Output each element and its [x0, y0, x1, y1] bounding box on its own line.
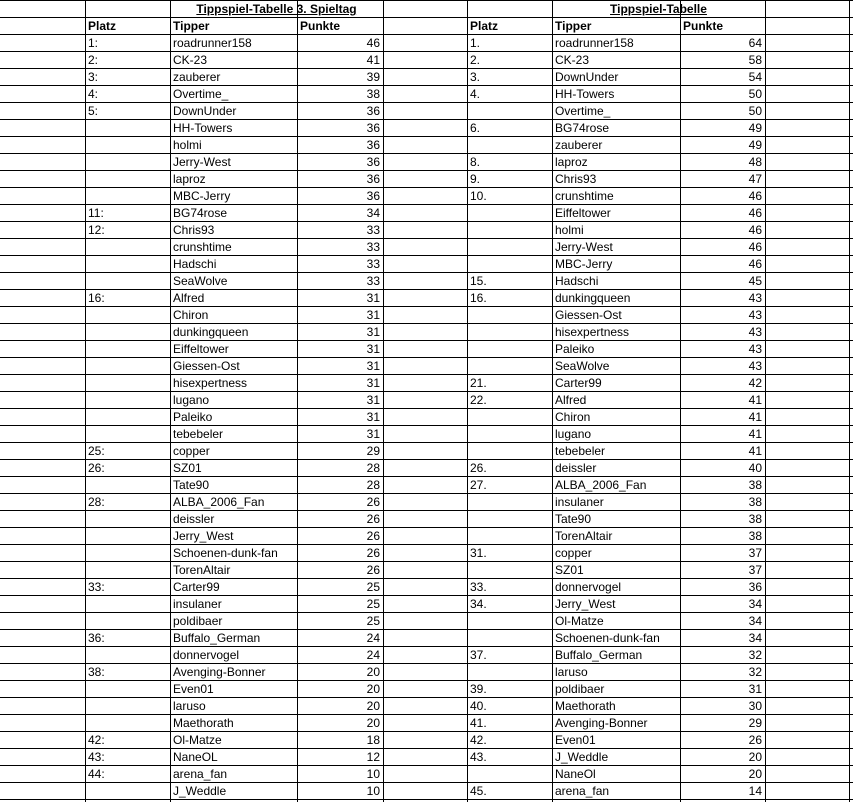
left-cell-tipper[interactable]: DownUnder [173, 104, 237, 118]
right-cell-tipper[interactable]: TorenAltair [555, 529, 613, 543]
right-cell-punkte[interactable]: 45 [748, 274, 762, 288]
right-cell-platz[interactable] [470, 664, 551, 681]
right-cell-platz[interactable]: 45. [470, 784, 487, 798]
left-cell-platz[interactable] [88, 256, 169, 273]
left-cell-platz[interactable]: 28: [88, 495, 105, 509]
left-header-tipper[interactable]: Tipper [173, 19, 210, 33]
left-cell-platz[interactable]: 11: [88, 206, 104, 220]
right-cell-tipper[interactable]: Schoenen-dunk-fan [555, 631, 660, 645]
left-cell-tipper[interactable]: copper [173, 444, 210, 458]
column-gridline [85, 0, 86, 802]
right-cell-tipper[interactable]: Chiron [555, 410, 591, 424]
right-cell-platz[interactable] [470, 307, 551, 324]
right-cell-punkte[interactable]: 46 [748, 240, 762, 254]
right-cell-platz[interactable] [470, 239, 551, 256]
left-cell-tipper[interactable]: Jerry_West [173, 529, 234, 543]
left-cell-platz[interactable]: 16: [88, 291, 105, 305]
left-cell-punkte[interactable]: 36 [366, 104, 380, 118]
right-cell-platz[interactable] [470, 358, 551, 375]
left-cell-platz[interactable] [88, 783, 169, 800]
left-cell-tipper[interactable]: BG74rose [173, 206, 228, 220]
left-cell-punkte[interactable]: 24 [366, 648, 380, 662]
right-header-tipper[interactable]: Tipper [555, 19, 592, 33]
right-cell-platz[interactable] [470, 256, 551, 273]
left-cell-punkte[interactable]: 33 [366, 257, 380, 271]
left-cell-punkte[interactable]: 36 [366, 138, 380, 152]
right-cell-punkte[interactable]: 36 [748, 580, 762, 594]
left-cell-tipper[interactable]: Overtime_ [173, 87, 229, 101]
left-cell-platz[interactable] [88, 358, 169, 375]
right-cell-tipper[interactable]: Giessen-Ost [555, 308, 622, 322]
left-cell-tipper[interactable]: crunshtime [173, 240, 232, 254]
right-cell-platz[interactable] [470, 409, 551, 426]
left-cell-tipper[interactable]: Chris93 [173, 223, 215, 237]
right-cell-punkte[interactable]: 46 [748, 189, 762, 203]
left-cell-platz[interactable] [88, 392, 169, 409]
left-cell-platz[interactable] [88, 681, 169, 698]
right-cell-tipper[interactable]: arena_fan [555, 784, 610, 798]
right-cell-platz[interactable] [470, 443, 551, 460]
right-cell-punkte[interactable]: 32 [748, 665, 762, 679]
left-cell-tipper[interactable]: donnervogel [173, 648, 240, 662]
right-cell-punkte[interactable]: 32 [748, 648, 762, 662]
left-cell-punkte[interactable]: 18 [366, 733, 380, 747]
right-cell-platz[interactable] [470, 137, 551, 154]
right-cell-tipper[interactable]: dunkingqueen [555, 291, 631, 305]
right-cell-tipper[interactable]: zauberer [555, 138, 603, 152]
right-cell-tipper[interactable]: Overtime_ [555, 104, 611, 118]
right-cell-tipper[interactable]: lugano [555, 427, 592, 441]
left-cell-tipper[interactable]: Even01 [173, 682, 214, 696]
right-cell-punkte[interactable]: 41 [748, 427, 762, 441]
left-cell-punkte[interactable]: 28 [366, 461, 380, 475]
left-cell-platz[interactable] [88, 528, 169, 545]
left-table-title[interactable]: Tippspiel-Tabelle 3. Spieltag [196, 2, 357, 16]
right-cell-punkte[interactable]: 26 [748, 733, 762, 747]
right-cell-platz[interactable]: 15. [470, 274, 487, 288]
right-cell-punkte[interactable]: 43 [748, 291, 762, 305]
right-cell-platz[interactable]: 37. [470, 648, 487, 662]
right-cell-punkte[interactable]: 43 [748, 308, 762, 322]
left-cell-tipper[interactable]: laruso [173, 699, 206, 713]
left-cell-platz[interactable]: 33: [88, 580, 105, 594]
left-cell-tipper[interactable]: Carter99 [173, 580, 220, 594]
left-cell-platz[interactable] [88, 477, 169, 494]
right-cell-platz[interactable]: 40. [470, 699, 487, 713]
right-cell-punkte[interactable]: 38 [748, 478, 762, 492]
right-cell-tipper[interactable]: Chris93 [555, 172, 597, 186]
column-gridline [467, 0, 468, 802]
right-cell-platz[interactable]: 21. [470, 376, 487, 390]
right-cell-punkte[interactable]: 42 [748, 376, 762, 390]
right-cell-tipper[interactable]: tebebeler [555, 444, 606, 458]
right-cell-punkte[interactable]: 30 [748, 699, 762, 713]
left-cell-tipper[interactable]: SZ01 [173, 461, 202, 475]
right-cell-tipper[interactable]: Carter99 [555, 376, 602, 390]
left-cell-platz[interactable] [88, 698, 169, 715]
right-cell-punkte[interactable]: 31 [748, 682, 762, 696]
left-cell-punkte[interactable]: 38 [366, 87, 380, 101]
right-cell-platz[interactable] [470, 613, 551, 630]
left-cell-platz[interactable]: 12: [88, 223, 105, 237]
left-cell-punkte[interactable]: 20 [366, 682, 380, 696]
left-cell-tipper[interactable]: Maethorath [173, 716, 234, 730]
left-cell-punkte[interactable]: 36 [366, 189, 380, 203]
right-cell-tipper[interactable]: laproz [555, 155, 588, 169]
right-cell-platz[interactable] [470, 630, 551, 647]
left-header-punkte[interactable]: Punkte [300, 19, 341, 33]
right-cell-punkte[interactable]: 54 [748, 70, 762, 84]
left-cell-platz[interactable]: 1: [88, 36, 99, 50]
right-cell-tipper[interactable]: crunshtime [555, 189, 614, 203]
right-cell-platz[interactable] [470, 494, 551, 511]
right-cell-tipper[interactable]: BG74rose [555, 121, 610, 135]
left-cell-tipper[interactable]: Eiffeltower [173, 342, 229, 356]
left-cell-tipper[interactable]: J_Weddle [173, 784, 227, 798]
left-cell-platz[interactable]: 44: [88, 767, 105, 781]
left-cell-platz[interactable]: 43: [88, 750, 105, 764]
right-cell-punkte[interactable]: 47 [748, 172, 762, 186]
left-cell-tipper[interactable]: Paleiko [173, 410, 213, 424]
right-cell-punkte[interactable]: 34 [748, 597, 762, 611]
left-cell-tipper[interactable]: zauberer [173, 70, 221, 84]
left-cell-tipper[interactable]: insulaner [173, 597, 222, 611]
right-cell-platz[interactable]: 6. [470, 121, 481, 135]
right-cell-tipper[interactable]: insulaner [555, 495, 604, 509]
left-cell-punkte[interactable]: 36 [366, 172, 380, 186]
right-cell-platz[interactable] [470, 205, 551, 222]
right-cell-punkte[interactable]: 34 [748, 631, 762, 645]
column-gridline [170, 0, 171, 802]
right-cell-platz[interactable]: 3. [470, 70, 481, 84]
left-cell-punkte[interactable]: 31 [366, 342, 380, 356]
left-cell-platz[interactable] [88, 545, 169, 562]
left-cell-tipper[interactable]: ALBA_2006_Fan [173, 495, 265, 509]
right-cell-punkte[interactable]: 41 [748, 444, 762, 458]
left-cell-tipper[interactable]: dunkingqueen [173, 325, 249, 339]
right-cell-punkte[interactable]: 41 [748, 410, 762, 424]
left-cell-tipper[interactable]: TorenAltair [173, 563, 231, 577]
left-cell-punkte[interactable]: 31 [366, 359, 380, 373]
left-cell-tipper[interactable]: SeaWolve [173, 274, 228, 288]
right-cell-tipper[interactable]: donnervogel [555, 580, 622, 594]
left-cell-tipper[interactable]: CK-23 [173, 53, 208, 67]
left-cell-punkte[interactable]: 26 [366, 512, 380, 526]
right-cell-tipper[interactable]: SeaWolve [555, 359, 610, 373]
left-cell-platz[interactable] [88, 171, 169, 188]
right-cell-punkte[interactable]: 37 [748, 563, 762, 577]
right-cell-tipper[interactable]: Eiffeltower [555, 206, 611, 220]
right-cell-tipper[interactable]: Tate90 [555, 512, 592, 526]
right-cell-platz[interactable]: 26. [470, 461, 487, 475]
right-cell-platz[interactable]: 4. [470, 87, 481, 101]
left-cell-punkte[interactable]: 10 [366, 767, 380, 781]
right-cell-punkte[interactable]: 20 [748, 750, 762, 764]
right-cell-punkte[interactable]: 50 [748, 87, 762, 101]
left-cell-platz[interactable]: 3: [88, 70, 99, 84]
left-cell-tipper[interactable]: hisexpertness [173, 376, 248, 390]
right-cell-platz[interactable]: 9. [470, 172, 481, 186]
right-cell-tipper[interactable]: Even01 [555, 733, 596, 747]
left-cell-tipper[interactable]: NaneOL [173, 750, 218, 764]
left-cell-punkte[interactable]: 20 [366, 716, 380, 730]
left-cell-tipper[interactable]: deissler [173, 512, 215, 526]
right-cell-punkte[interactable]: 43 [748, 325, 762, 339]
right-cell-punkte[interactable]: 43 [748, 342, 762, 356]
left-cell-punkte[interactable]: 31 [366, 393, 380, 407]
right-cell-tipper[interactable]: Maethorath [555, 699, 616, 713]
right-cell-punkte[interactable]: 43 [748, 359, 762, 373]
left-cell-platz[interactable] [88, 273, 169, 290]
left-cell-tipper[interactable]: Giessen-Ost [173, 359, 240, 373]
right-cell-punkte[interactable]: 38 [748, 495, 762, 509]
right-cell-platz[interactable] [470, 324, 551, 341]
right-cell-platz[interactable]: 31. [470, 546, 487, 560]
left-cell-tipper[interactable]: MBC-Jerry [173, 189, 231, 203]
right-cell-tipper[interactable]: Jerry-West [555, 240, 613, 254]
left-cell-punkte[interactable]: 41 [366, 53, 380, 67]
left-cell-punkte[interactable]: 25 [366, 614, 380, 628]
left-cell-tipper[interactable]: Jerry-West [173, 155, 231, 169]
left-cell-platz[interactable] [88, 341, 169, 358]
right-cell-tipper[interactable]: Alfred [555, 393, 587, 407]
left-cell-platz[interactable] [88, 137, 169, 154]
left-cell-punkte[interactable]: 31 [366, 291, 380, 305]
right-cell-punkte[interactable]: 46 [748, 206, 762, 220]
right-cell-tipper[interactable]: Ol-Matze [555, 614, 604, 628]
right-cell-punkte[interactable]: 58 [748, 53, 762, 67]
right-cell-tipper[interactable]: MBC-Jerry [555, 257, 613, 271]
left-cell-punkte[interactable]: 31 [366, 308, 380, 322]
right-cell-punkte[interactable]: 50 [748, 104, 762, 118]
left-cell-platz[interactable] [88, 307, 169, 324]
left-cell-punkte[interactable]: 34 [366, 206, 380, 220]
right-cell-platz[interactable]: 1. [470, 36, 481, 50]
right-cell-platz[interactable]: 27. [470, 478, 487, 492]
left-cell-tipper[interactable]: Hadschi [173, 257, 217, 271]
left-cell-platz[interactable] [88, 511, 169, 528]
left-cell-platz[interactable] [88, 324, 169, 341]
left-cell-platz[interactable]: 5: [88, 104, 99, 118]
left-cell-punkte[interactable]: 31 [366, 410, 380, 424]
left-cell-punkte[interactable]: 39 [366, 70, 380, 84]
left-cell-platz[interactable] [88, 188, 169, 205]
right-cell-platz[interactable] [470, 222, 551, 239]
left-cell-platz[interactable] [88, 375, 169, 392]
left-cell-tipper[interactable]: holmi [173, 138, 202, 152]
left-cell-platz[interactable] [88, 120, 169, 137]
right-cell-tipper[interactable]: deissler [555, 461, 597, 475]
column-gridline [765, 0, 766, 802]
left-cell-tipper[interactable]: Ol-Matze [173, 733, 222, 747]
right-cell-punkte[interactable]: 49 [748, 121, 762, 135]
right-cell-punkte[interactable]: 46 [748, 223, 762, 237]
left-cell-tipper[interactable]: Chiron [173, 308, 209, 322]
left-cell-tipper[interactable]: Tate90 [173, 478, 210, 492]
left-cell-punkte[interactable]: 46 [366, 36, 380, 50]
left-cell-punkte[interactable]: 25 [366, 597, 380, 611]
right-cell-platz[interactable]: 43. [470, 750, 487, 764]
left-cell-tipper[interactable]: roadrunner158 [173, 36, 252, 50]
right-cell-tipper[interactable]: poldibaer [555, 682, 605, 696]
left-cell-platz[interactable]: 38: [88, 665, 105, 679]
left-cell-platz[interactable] [88, 239, 169, 256]
right-cell-platz[interactable] [470, 562, 551, 579]
right-cell-tipper[interactable]: Buffalo_German [555, 648, 643, 662]
right-cell-platz[interactable]: 8. [470, 155, 481, 169]
column-gridline [383, 0, 384, 802]
right-cell-tipper[interactable]: HH-Towers [555, 87, 615, 101]
right-cell-punkte[interactable]: 38 [748, 529, 762, 543]
right-cell-platz[interactable]: 22. [470, 393, 487, 407]
left-cell-platz[interactable] [88, 613, 169, 630]
left-cell-punkte[interactable]: 20 [366, 665, 380, 679]
right-cell-punkte[interactable]: 14 [748, 784, 762, 798]
right-cell-tipper[interactable]: Jerry_West [555, 597, 616, 611]
right-cell-punkte[interactable]: 48 [748, 155, 762, 169]
left-cell-platz[interactable]: 25: [88, 444, 105, 458]
right-cell-punkte[interactable]: 40 [748, 461, 762, 475]
left-cell-punkte[interactable]: 31 [366, 427, 380, 441]
right-cell-platz[interactable] [470, 511, 551, 528]
left-cell-punkte[interactable]: 24 [366, 631, 380, 645]
column-gridline [552, 0, 553, 802]
left-cell-punkte[interactable]: 29 [366, 444, 380, 458]
right-cell-tipper[interactable]: laruso [555, 665, 588, 679]
left-cell-punkte[interactable]: 20 [366, 699, 380, 713]
left-cell-platz[interactable] [88, 409, 169, 426]
left-cell-punkte[interactable]: 10 [366, 784, 380, 798]
right-cell-punkte[interactable]: 41 [748, 393, 762, 407]
right-cell-platz[interactable]: 16. [470, 291, 487, 305]
left-cell-punkte[interactable]: 26 [366, 529, 380, 543]
right-cell-tipper[interactable]: SZ01 [555, 563, 584, 577]
left-cell-platz[interactable]: 36: [88, 631, 105, 645]
left-cell-tipper[interactable]: Buffalo_German [173, 631, 261, 645]
left-cell-platz[interactable]: 42: [88, 733, 105, 747]
left-cell-tipper[interactable]: lugano [173, 393, 210, 407]
column-gridline [849, 0, 850, 802]
left-cell-tipper[interactable]: arena_fan [173, 767, 228, 781]
right-cell-tipper[interactable]: copper [555, 546, 592, 560]
left-cell-tipper[interactable]: laproz [173, 172, 206, 186]
right-cell-platz[interactable] [470, 426, 551, 443]
right-cell-tipper[interactable]: Hadschi [555, 274, 599, 288]
left-header-platz[interactable]: Platz [88, 19, 117, 33]
left-cell-punkte[interactable]: 26 [366, 546, 380, 560]
right-cell-platz[interactable]: 10. [470, 189, 487, 203]
left-cell-punkte[interactable]: 12 [366, 750, 380, 764]
right-cell-platz[interactable] [470, 341, 551, 358]
right-cell-punkte[interactable]: 64 [748, 36, 762, 50]
right-cell-tipper[interactable]: CK-23 [555, 53, 590, 67]
right-cell-platz[interactable]: 41. [470, 716, 487, 730]
right-cell-tipper[interactable]: roadrunner158 [555, 36, 634, 50]
left-cell-punkte[interactable]: 33 [366, 274, 380, 288]
right-cell-tipper[interactable]: Avenging-Bonner [555, 716, 648, 730]
right-cell-tipper[interactable]: Paleiko [555, 342, 595, 356]
right-cell-tipper[interactable]: DownUnder [555, 70, 619, 84]
right-cell-platz[interactable] [470, 528, 551, 545]
left-cell-punkte[interactable]: 28 [366, 478, 380, 492]
right-cell-platz[interactable] [470, 766, 551, 783]
left-cell-tipper[interactable]: Avenging-Bonner [173, 665, 266, 679]
left-cell-tipper[interactable]: Alfred [173, 291, 205, 305]
right-header-platz[interactable]: Platz [470, 19, 499, 33]
right-cell-punkte[interactable]: 34 [748, 614, 762, 628]
right-cell-punkte[interactable]: 29 [748, 716, 762, 730]
right-cell-platz[interactable]: 42. [470, 733, 487, 747]
left-cell-punkte[interactable]: 36 [366, 155, 380, 169]
left-cell-platz[interactable] [88, 426, 169, 443]
right-cell-platz[interactable]: 39. [470, 682, 487, 696]
left-cell-platz[interactable]: 4: [88, 87, 99, 101]
left-cell-punkte[interactable]: 25 [366, 580, 380, 594]
right-cell-tipper[interactable]: J_Weddle [555, 750, 609, 764]
left-cell-punkte[interactable]: 33 [366, 223, 380, 237]
left-cell-punkte[interactable]: 26 [366, 495, 380, 509]
left-cell-platz[interactable]: 2: [88, 53, 99, 67]
right-cell-punkte[interactable]: 49 [748, 138, 762, 152]
right-cell-punkte[interactable]: 20 [748, 767, 762, 781]
left-cell-platz[interactable] [88, 715, 169, 732]
left-cell-platz[interactable]: 26: [88, 461, 105, 475]
right-cell-tipper[interactable]: NaneOl [555, 767, 596, 781]
right-cell-punkte[interactable]: 38 [748, 512, 762, 526]
right-cell-platz[interactable]: 33. [470, 580, 487, 594]
left-cell-platz[interactable] [88, 647, 169, 664]
left-cell-punkte[interactable]: 26 [366, 563, 380, 577]
left-cell-punkte[interactable]: 33 [366, 240, 380, 254]
right-cell-punkte[interactable]: 46 [748, 257, 762, 271]
right-cell-tipper[interactable]: hisexpertness [555, 325, 630, 339]
right-cell-platz[interactable]: 2. [470, 53, 481, 67]
right-cell-tipper[interactable]: holmi [555, 223, 584, 237]
left-cell-punkte[interactable]: 31 [366, 376, 380, 390]
right-cell-platz[interactable]: 34. [470, 597, 487, 611]
left-cell-tipper[interactable]: tebebeler [173, 427, 224, 441]
left-cell-tipper[interactable]: HH-Towers [173, 121, 233, 135]
right-header-punkte[interactable]: Punkte [683, 19, 724, 33]
left-cell-platz[interactable] [88, 596, 169, 613]
right-cell-tipper[interactable]: ALBA_2006_Fan [555, 478, 647, 492]
right-table-title[interactable]: Tippspiel-Tabelle [610, 2, 707, 16]
left-cell-tipper[interactable]: Schoenen-dunk-fan [173, 546, 278, 560]
left-cell-platz[interactable] [88, 562, 169, 579]
left-cell-platz[interactable] [88, 154, 169, 171]
right-cell-punkte[interactable]: 37 [748, 546, 762, 560]
left-cell-punkte[interactable]: 36 [366, 121, 380, 135]
left-cell-tipper[interactable]: poldibaer [173, 614, 223, 628]
right-cell-platz[interactable] [470, 103, 551, 120]
left-cell-punkte[interactable]: 31 [366, 325, 380, 339]
